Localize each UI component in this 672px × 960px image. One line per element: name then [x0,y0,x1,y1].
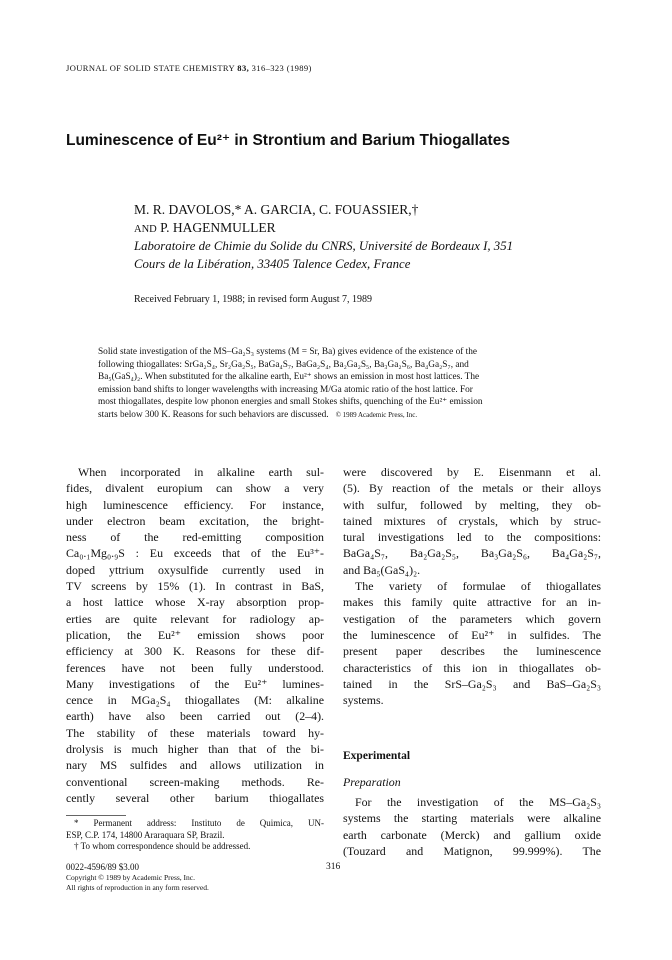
abstract-line: most thiogallates, despite low phonon energies and small Stokes shifts, quenching of the Eu²⁺ emission [98,397,483,408]
body-line: ness of the red-emitting composition [66,530,324,545]
body-line: For the investigation of the MS–Ga₂S₃ [355,795,601,810]
body-line: erties are quite relevant for radiology ap- [66,611,324,626]
authors [134,201,418,239]
body-line: tural investigations led to the compositions: [343,530,601,545]
body-line: high luminescence efficiency. For instance, [66,497,324,512]
journal-pages: 316–323 (1989) [251,63,312,73]
footnote-rule [66,815,126,816]
body-line: vestigation of the parameters which govern [343,611,601,626]
copyright-line: Copyright © 1989 by Academic Press, Inc. [66,873,196,882]
body-line: When incorporated in alkaline earth sul- [78,465,324,479]
abstract-line: Solid state investigation of the MS–Ga₂S₃ systems (M = Sr, Ba) gives evidence of the existence of the [98,347,478,357]
body-line: makes this family quite attractive for an in- [343,595,601,610]
body-line: The variety of formulae of thiogallates [355,579,601,594]
body-line: The stability of these materials toward hy- [66,725,324,740]
abstract-line: emission band shifts to longer wavelengths with increasing M/Ga atomic ratio of the host lattice. For [98,384,473,395]
journal-volume: 83, [237,63,250,73]
body-line: systems. [343,693,384,708]
body-line: plication, the Eu²⁺ emission shows poor [66,627,324,642]
abstract-line-last: starts below 300 K. Reasons for such behaviors are discussed. © 1989 Academic Press, Inc. [98,409,418,420]
right-column [343,464,601,859]
footnote-line: † To whom correspondence should be addressed. [74,841,251,851]
affiliation [134,237,513,273]
authors-line-1: M. R. DAVOLOS,* A. GARCIA, C. FOUASSIER,† [134,202,419,217]
body-line: tained in the SrS–Ga₂S₃ and BaS–Ga₂S₃ [343,676,601,691]
rights-line: All rights of reproduction in any form reserved. [66,883,209,892]
body-line: ferences have not been fully understood. [66,660,324,675]
received-date: Received February 1, 1988; in revised form August 7, 1989 [134,294,373,305]
body-line: doped yttrium oxysulfide currently used in [66,562,324,577]
body-line: systems the starting materials were alkaline [343,811,601,826]
body-line: tained mixtures of crystals, which by struc- [343,513,601,528]
body-line: conventional screen-making methods. Re- [66,774,324,789]
body-line: a host lattice whose X-ray absorption prop- [66,595,324,610]
abstract-line: following thiogallates: SrGa₂S₄, Sr₂Ga₂S₅, BaGa₄S₇, BaGa₂S₄, Ba₂Ga₂S₅, Ba₃Ga₂S₆, Ba₄Ga₂S₇, and [98,359,469,370]
body-line: TV screens by 15% (1). In contrast in BaS, [66,579,324,594]
affiliation-line-2: Cours de la Libération, 33405 Talence Cedex, France [134,257,411,271]
abstract-line: Ba₅(GaS₄)₂. When substituted for the alkaline earth, Eu²⁺ shows an emission in most host lattices. The [98,372,480,383]
body-line: nary MS sulfides and allows utilization in [66,758,324,773]
authors-and: AND [134,224,157,235]
body-line: present paper describes the luminescence [343,644,601,659]
body-line: and Ba₅(GaS₄)₂. [343,562,421,577]
body-line: fides, divalent europium can show a very [66,481,324,496]
body-line: the luminescence of Eu²⁺ in sulfides. The [343,627,601,642]
footnote-line: ESP, C.P. 174, 14800 Araraquara SP, Brazil. [66,829,225,840]
body-line: efficiency at 300 K. Reasons for these dif- [66,644,324,659]
left-column [66,464,324,806]
section-heading: Experimental [343,750,411,763]
page-number: 316 [326,862,341,872]
body-line: cently several other barium thiogallates [66,790,324,805]
body-line: earth carbonate (Merck) and gallium oxide [343,827,601,842]
body-line: (5). By reaction of the metals or their alloys [343,481,601,496]
body-line: BaGa₄S₇, Ba₂Ga₂S₅, Ba₃Ga₂S₆, Ba₄Ga₂S₇, [343,546,601,561]
body-line: were discovered by E. Eisenmann et al. [343,465,601,479]
authors-line-2 [134,219,418,239]
authors-last: P. HAGENMULLER [160,220,276,235]
subsection-heading: Preparation [343,774,401,789]
affiliation-line-1: Laboratoire de Chimie du Solide du CNRS, Université de Bordeaux I, 351 [134,239,514,253]
body-line: characteristics of this ion in thiogallates ob- [343,660,601,675]
footnote-line: * Permanent address: Instituto de Quimica, UN- [74,818,324,828]
body-line: drolysis is much higher than that of the bi- [66,742,324,757]
abstract [98,346,575,422]
body-line: earth) have also been carried out (2–4). [66,709,324,724]
journal-name: JOURNAL OF SOLID STATE CHEMISTRY [66,63,235,73]
body-line: under electron beam excitation, the bright- [66,513,324,528]
body-line: with sulfur, followed by melting, they ob- [343,497,601,512]
price-code: 0022-4596/89 $3.00 [66,862,139,872]
body-line: cence in MGa₂S₄ thiogallates (M: alkaline [66,693,324,708]
body-line: Many investigations of the Eu²⁺ lumines- [66,676,324,691]
paper-title: Luminescence of Eu²⁺ in Strontium and Barium Thiogallates [66,132,510,149]
footnotes [66,818,324,853]
body-line: Ca₀.₁Mg₀.₉S : Eu exceeds that of the Eu³⁺- [66,546,324,561]
journal-header [66,63,312,73]
body-line: (Touzard and Matignon, 99.999%). The [343,843,601,858]
abstract-copyright: © 1989 Academic Press, Inc. [335,410,418,419]
